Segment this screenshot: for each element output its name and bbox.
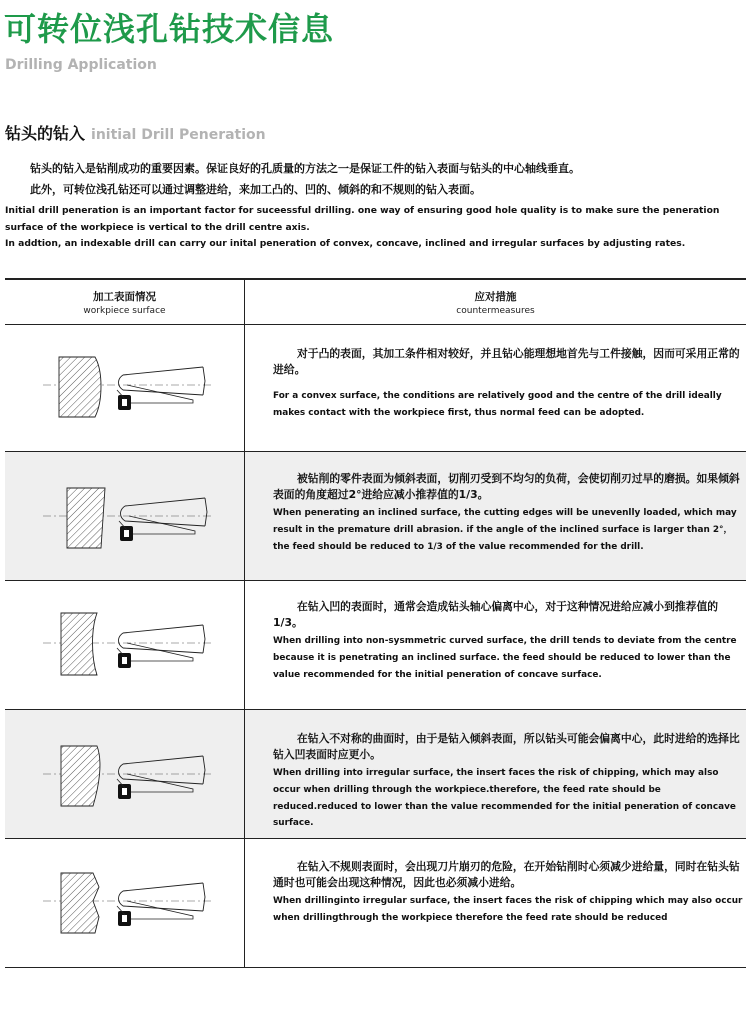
concave-surface-diagram [43,607,213,683]
column-divider [244,278,245,967]
table-row [5,839,746,968]
table-header [5,278,746,325]
countermeasure-text [273,346,743,422]
countermeasure-text [273,599,743,683]
countermeasure-cn: 对于凸的表面，其加工条件相对较好，并且钻心能理想地首先与工件接触，因而可采用正常的进给。 [273,347,740,376]
irregular-surface-diagram [43,865,213,941]
column-header-surface [5,280,244,324]
column-header-cn: 应对措施 [474,290,517,303]
table-row [5,323,746,452]
section-heading-en: initial Drill Peneration [91,127,266,143]
countermeasure-cn: 在钻入不规则表面时，会出现刀片崩刃的危险，在开始钻削时心须减少进给量，同时在钻头钻通时也可能会出现这种情况，因此也必须减小进给。 [273,860,740,889]
table-row [5,452,746,581]
column-header-en: workpiece surface [83,305,166,316]
countermeasure-text [273,471,743,555]
countermeasure-cn: 在钻入凹的表面时，通常会造成钻头轴心偏离中心，对于这种情况进给应减小到推荐值的1/3。 [273,600,719,629]
page-subtitle: Drilling Application [5,57,157,73]
countermeasure-text [273,731,743,832]
countermeasure-en: When drilling into non-sysmmetric curved surface, the drill tends to deviate from the centre because it is penetrating an inclined surface. the feed should be reduced to lower than the value recommended for the initial peneration of concave surface. [273,636,737,680]
intro-en-paragraph: Initial drill peneration is an important factor for suceessful drilling. one way of ensuring good hole quality is to make sure the peneration surface of the workpiece is vertical to the drill centre axis. [5,205,720,233]
table-row [5,710,746,839]
non-symmetric-surface-diagram [43,738,213,814]
countermeasure-text [273,859,743,927]
countermeasure-en: When drilling into irregular surface, the insert faces the risk of chipping, which may also occur when drilling through the workpiece.therefore, the feed rate should be reduced.reduced to lower than the value recommended for the initial peneration of concave surface. [273,768,736,829]
intro-cn-line: 此外，可转位浅孔钻还可以通过调整进给，来加工凸的、凹的、倾斜的和不规则的钻入表面。 [30,183,481,196]
countermeasure-en: When penerating an inclined surface, the cutting edges will be unevenlly loaded, which may result in the premature drill abrasion. if the angle of the inclined surface is larger than 2°，the feed should be reduced to 1/3 of the value recommended for the drill. [273,508,737,552]
section-heading-cn: 钻头的钻入 [5,124,86,143]
column-header-en: countermeasures [456,305,535,316]
countermeasure-en: When drillinginto irregular surface, the insert faces the risk of chipping which may also occur when drillingthrough the workpiece therefore the feed rate should be reduced [273,896,743,923]
intro-en-paragraph: In addtion, an indexable drill can carry our inital peneration of convex, concave, inclined and irregular surfaces by adjusting rates. [5,238,686,249]
table-row [5,581,746,710]
convex-surface-diagram [43,349,213,425]
column-header-cn: 加工表面情况 [93,290,156,303]
countermeasure-en: For a convex surface, the conditions are relatively good and the centre of the drill ideally makes contact with the workpiece first, thus normal feed can be adopted. [273,391,722,418]
column-header-countermeasures [245,280,746,324]
inclined-surface-diagram [43,480,213,556]
countermeasure-cn: 在钻入不对称的曲面时，由于是钻入倾斜表面，所以钻头可能会偏离中心，此时进给的选择比钻入凹表面时应更小。 [273,732,740,761]
countermeasure-cn: 被钻削的零件表面为倾斜表面，切削刃受到不均匀的负荷，会使切削刃过早的磨损。如果倾斜表面的角度超过2°进给应减小推荐值的1/3。 [273,472,740,501]
section-heading [5,121,266,144]
intro-cn-line: 钻头的钻入是钻削成功的重要因素。保证良好的孔质量的方法之一是保证工件的钻入表面与钻头的中心轴线垂直。 [30,162,580,175]
page-title: 可转位浅孔钻技术信息 [4,10,335,48]
